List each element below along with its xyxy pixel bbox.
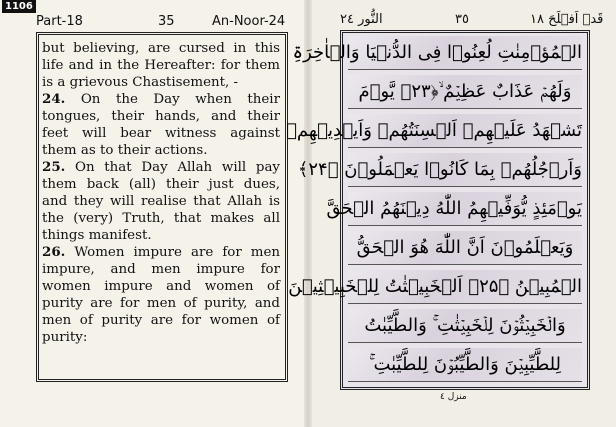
arabic-line: الۡمُبِیۡنُ ﴿۲۵﴾ اَلۡخَبِیۡثٰتُ لِلۡخَبِیۡثِیۡنَ: [348, 270, 582, 304]
surah-label-arabic: النُّور ٢٤: [340, 12, 383, 27]
translation-text: [42, 40, 280, 346]
surah-label: An-Noor-24: [212, 14, 286, 29]
verse-text: On that Day Allah will pay them back (all) their just dues, and they will realise that Allah is the (very) Truth, that makes all things manifest.: [42, 160, 280, 243]
verse-number: 26.: [42, 244, 66, 260]
page-number: 35: [158, 14, 175, 29]
part-label-arabic: قَدۡ اَفۡلَحَ ١٨: [530, 12, 604, 27]
arabic-line: وَالۡخَبِیۡثُوۡنَ لِلۡخَبِیۡثٰتِ ۚ وَالطَّیِّبٰتُ: [348, 309, 582, 343]
verse-26: [42, 244, 280, 346]
verse-24: [42, 91, 280, 159]
arabic-line: وَیَعۡلَمُوۡنَ اَنَّ اللّٰهَ هُوَ الۡحَقُّ: [348, 231, 582, 265]
verse-text: On the Day when their tongues, their hands, and their feet will bear witness against them as to their actions.: [42, 92, 280, 158]
arabic-line: لِلطَّیِّبِیۡنَ وَالطَّیِّبُوۡنَ لِلطَّیِّبٰتِ ۚ: [348, 348, 582, 382]
part-label: Part-18: [36, 14, 83, 29]
verse-25: [42, 159, 280, 244]
arabic-line: وَلَهُمۡ عَذَابٌ عَظِیۡمٌ ۙ﴿۲۳﴾ یَّوۡمَ: [348, 75, 582, 109]
arabic-line: الۡمُؤۡمِنٰتِ لُعِنُوۡا فِی الدُّنۡیَا وَالۡاٰخِرَۃِ: [348, 36, 582, 70]
page-number-arabic: ٣٥: [455, 12, 469, 27]
arabic-line: تَشۡهَدُ عَلَیۡهِمۡ اَلۡسِنَتُهُمۡ وَاَیۡدِیۡهِمۡ: [348, 114, 582, 148]
arabic-line: یَوۡمَئِذٍ یُّوَفِّیۡهِمُ اللّٰهُ دِیۡنَهُمُ الۡحَقَّ: [348, 192, 582, 226]
image-number-badge: 1106: [2, 0, 36, 13]
manzil-marker: منزل ٤: [440, 392, 467, 402]
arabic-line: وَاَرۡجُلُهُمۡ بِمَا كَانُوۡا یَعۡمَلُوۡنَ ﴿۲۴﴾: [348, 153, 582, 187]
verse-text: Women impure are for men impure, and men impure for women impure and women of purity are for men of purity, and men of purity are for women of purity:: [42, 245, 280, 345]
verse-number: 25.: [42, 159, 66, 175]
verse-number: 24.: [42, 91, 66, 107]
verse-continuation: but believing, are cursed in this life and in the Hereafter: for them is a grievous Chastisement, -: [42, 41, 280, 90]
